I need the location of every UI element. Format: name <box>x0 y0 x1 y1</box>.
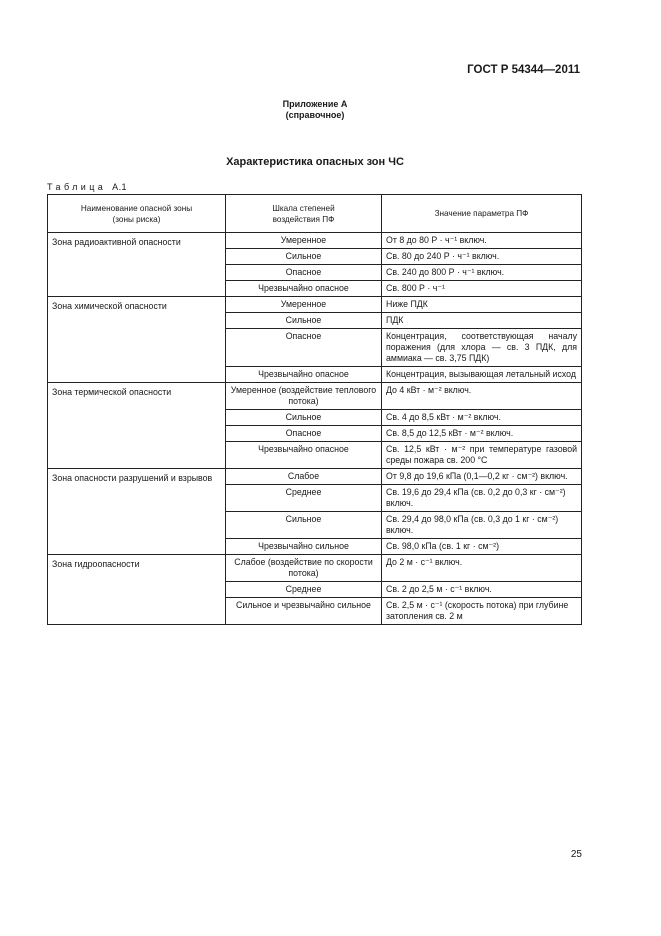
table-caption <box>47 182 127 192</box>
impact-degree: Сильное <box>226 410 382 426</box>
impact-degree: Опасное <box>226 329 382 367</box>
impact-degree: Чрезвычайно опасное <box>226 442 382 469</box>
zone-name: Зона химической опасности <box>48 297 226 383</box>
impact-degree: Сильное и чрезвычайно сильное <box>226 598 382 625</box>
table-caption-number: А.1 <box>112 182 128 192</box>
parameter-value: Концентрация, соответствующая началу поражения (для хлора — св. 3 ПДК, для аммиака — св. 3,75 ПДК) <box>382 329 582 367</box>
parameter-value: Св. 80 до 240 Р · ч⁻¹ включ. <box>382 249 582 265</box>
impact-degree: Слабое (воздействие по скорости потока) <box>226 555 382 582</box>
zone-name: Зона радиоактивной опасности <box>48 233 226 297</box>
hazard-zones-table <box>47 194 582 625</box>
parameter-value: От 8 до 80 Р · ч⁻¹ включ. <box>382 233 582 249</box>
parameter-value: Св. 2 до 2,5 м · с⁻¹ включ. <box>382 582 582 598</box>
parameter-value: От 9,8 до 19,6 кПа (0,1—0,2 кг · см⁻²) включ. <box>382 469 582 485</box>
header-zone-line1: Наименование опасной зоны <box>80 203 193 213</box>
zone-name: Зона опасности разрушений и взрывов <box>48 469 226 555</box>
parameter-value: Св. 98,0 кПа (св. 1 кг · см⁻²) <box>382 539 582 555</box>
parameter-value: Св. 19,6 до 29,4 кПа (св. 0,2 до 0,3 кг · см⁻²) включ. <box>382 485 582 512</box>
parameter-value: Св. 4 до 8,5 кВт · м⁻² включ. <box>382 410 582 426</box>
parameter-value: До 2 м · с⁻¹ включ. <box>382 555 582 582</box>
parameter-value: Св. 240 до 800 Р · ч⁻¹ включ. <box>382 265 582 281</box>
header-zone-line2: (зоны риска) <box>112 214 161 224</box>
header-scale-line2: воздействия ПФ <box>272 214 335 224</box>
parameter-value: Св. 8,5 до 12,5 кВт · м⁻² включ. <box>382 426 582 442</box>
table-body <box>48 233 582 625</box>
parameter-value: Св. 12,5 кВт · м⁻² при температуре газовой среды пожара св. 200 °С <box>382 442 582 469</box>
table-caption-label: Таблица <box>47 182 107 192</box>
impact-degree: Сильное <box>226 512 382 539</box>
impact-degree: Чрезвычайно опасное <box>226 367 382 383</box>
table-heading: Характеристика опасных зон ЧС <box>226 156 404 168</box>
header-value: Значение параметра ПФ <box>382 195 582 233</box>
impact-degree: Среднее <box>226 582 382 598</box>
table-row <box>48 233 582 249</box>
parameter-value: Св. 800 Р · ч⁻¹ <box>382 281 582 297</box>
impact-degree: Сильное <box>226 249 382 265</box>
page-number: 25 <box>570 849 582 860</box>
parameter-value: Ниже ПДК <box>382 297 582 313</box>
impact-degree: Опасное <box>226 426 382 442</box>
impact-degree: Слабое <box>226 469 382 485</box>
impact-degree: Чрезвычайно опасное <box>226 281 382 297</box>
parameter-value: Св. 2,5 м · с⁻¹ (скорость потока) при глубине затопления св. 2 м <box>382 598 582 625</box>
table-row <box>48 555 582 582</box>
zone-name: Зона гидроопасности <box>48 555 226 625</box>
zone-name: Зона термической опасности <box>48 383 226 469</box>
annex-kind: (справочное) <box>285 110 345 120</box>
parameter-value: Концентрация, вызывающая летальный исход <box>382 367 582 383</box>
impact-degree: Умеренное <box>226 297 382 313</box>
table-row <box>48 297 582 313</box>
impact-degree: Опасное <box>226 265 382 281</box>
table-header-row <box>48 195 582 233</box>
parameter-value: ПДК <box>382 313 582 329</box>
impact-degree: Сильное <box>226 313 382 329</box>
parameter-value: До 4 кВт · м⁻² включ. <box>382 383 582 410</box>
parameter-value: Св. 29,4 до 98,0 кПа (св. 0,3 до 1 кг · см⁻²) включ. <box>382 512 582 539</box>
impact-degree: Чрезвычайно сильное <box>226 539 382 555</box>
header-scale <box>226 195 382 233</box>
impact-degree: Умеренное (воздействие теплового потока) <box>226 383 382 410</box>
header-scale-line1: Шкала степеней <box>272 203 335 213</box>
table-row <box>48 469 582 485</box>
table-row <box>48 383 582 410</box>
header-zone <box>48 195 226 233</box>
impact-degree: Умеренное <box>226 233 382 249</box>
annex-title: Приложение А <box>282 99 348 109</box>
impact-degree: Среднее <box>226 485 382 512</box>
standard-designation: ГОСТ Р 54344—2011 <box>467 64 580 76</box>
